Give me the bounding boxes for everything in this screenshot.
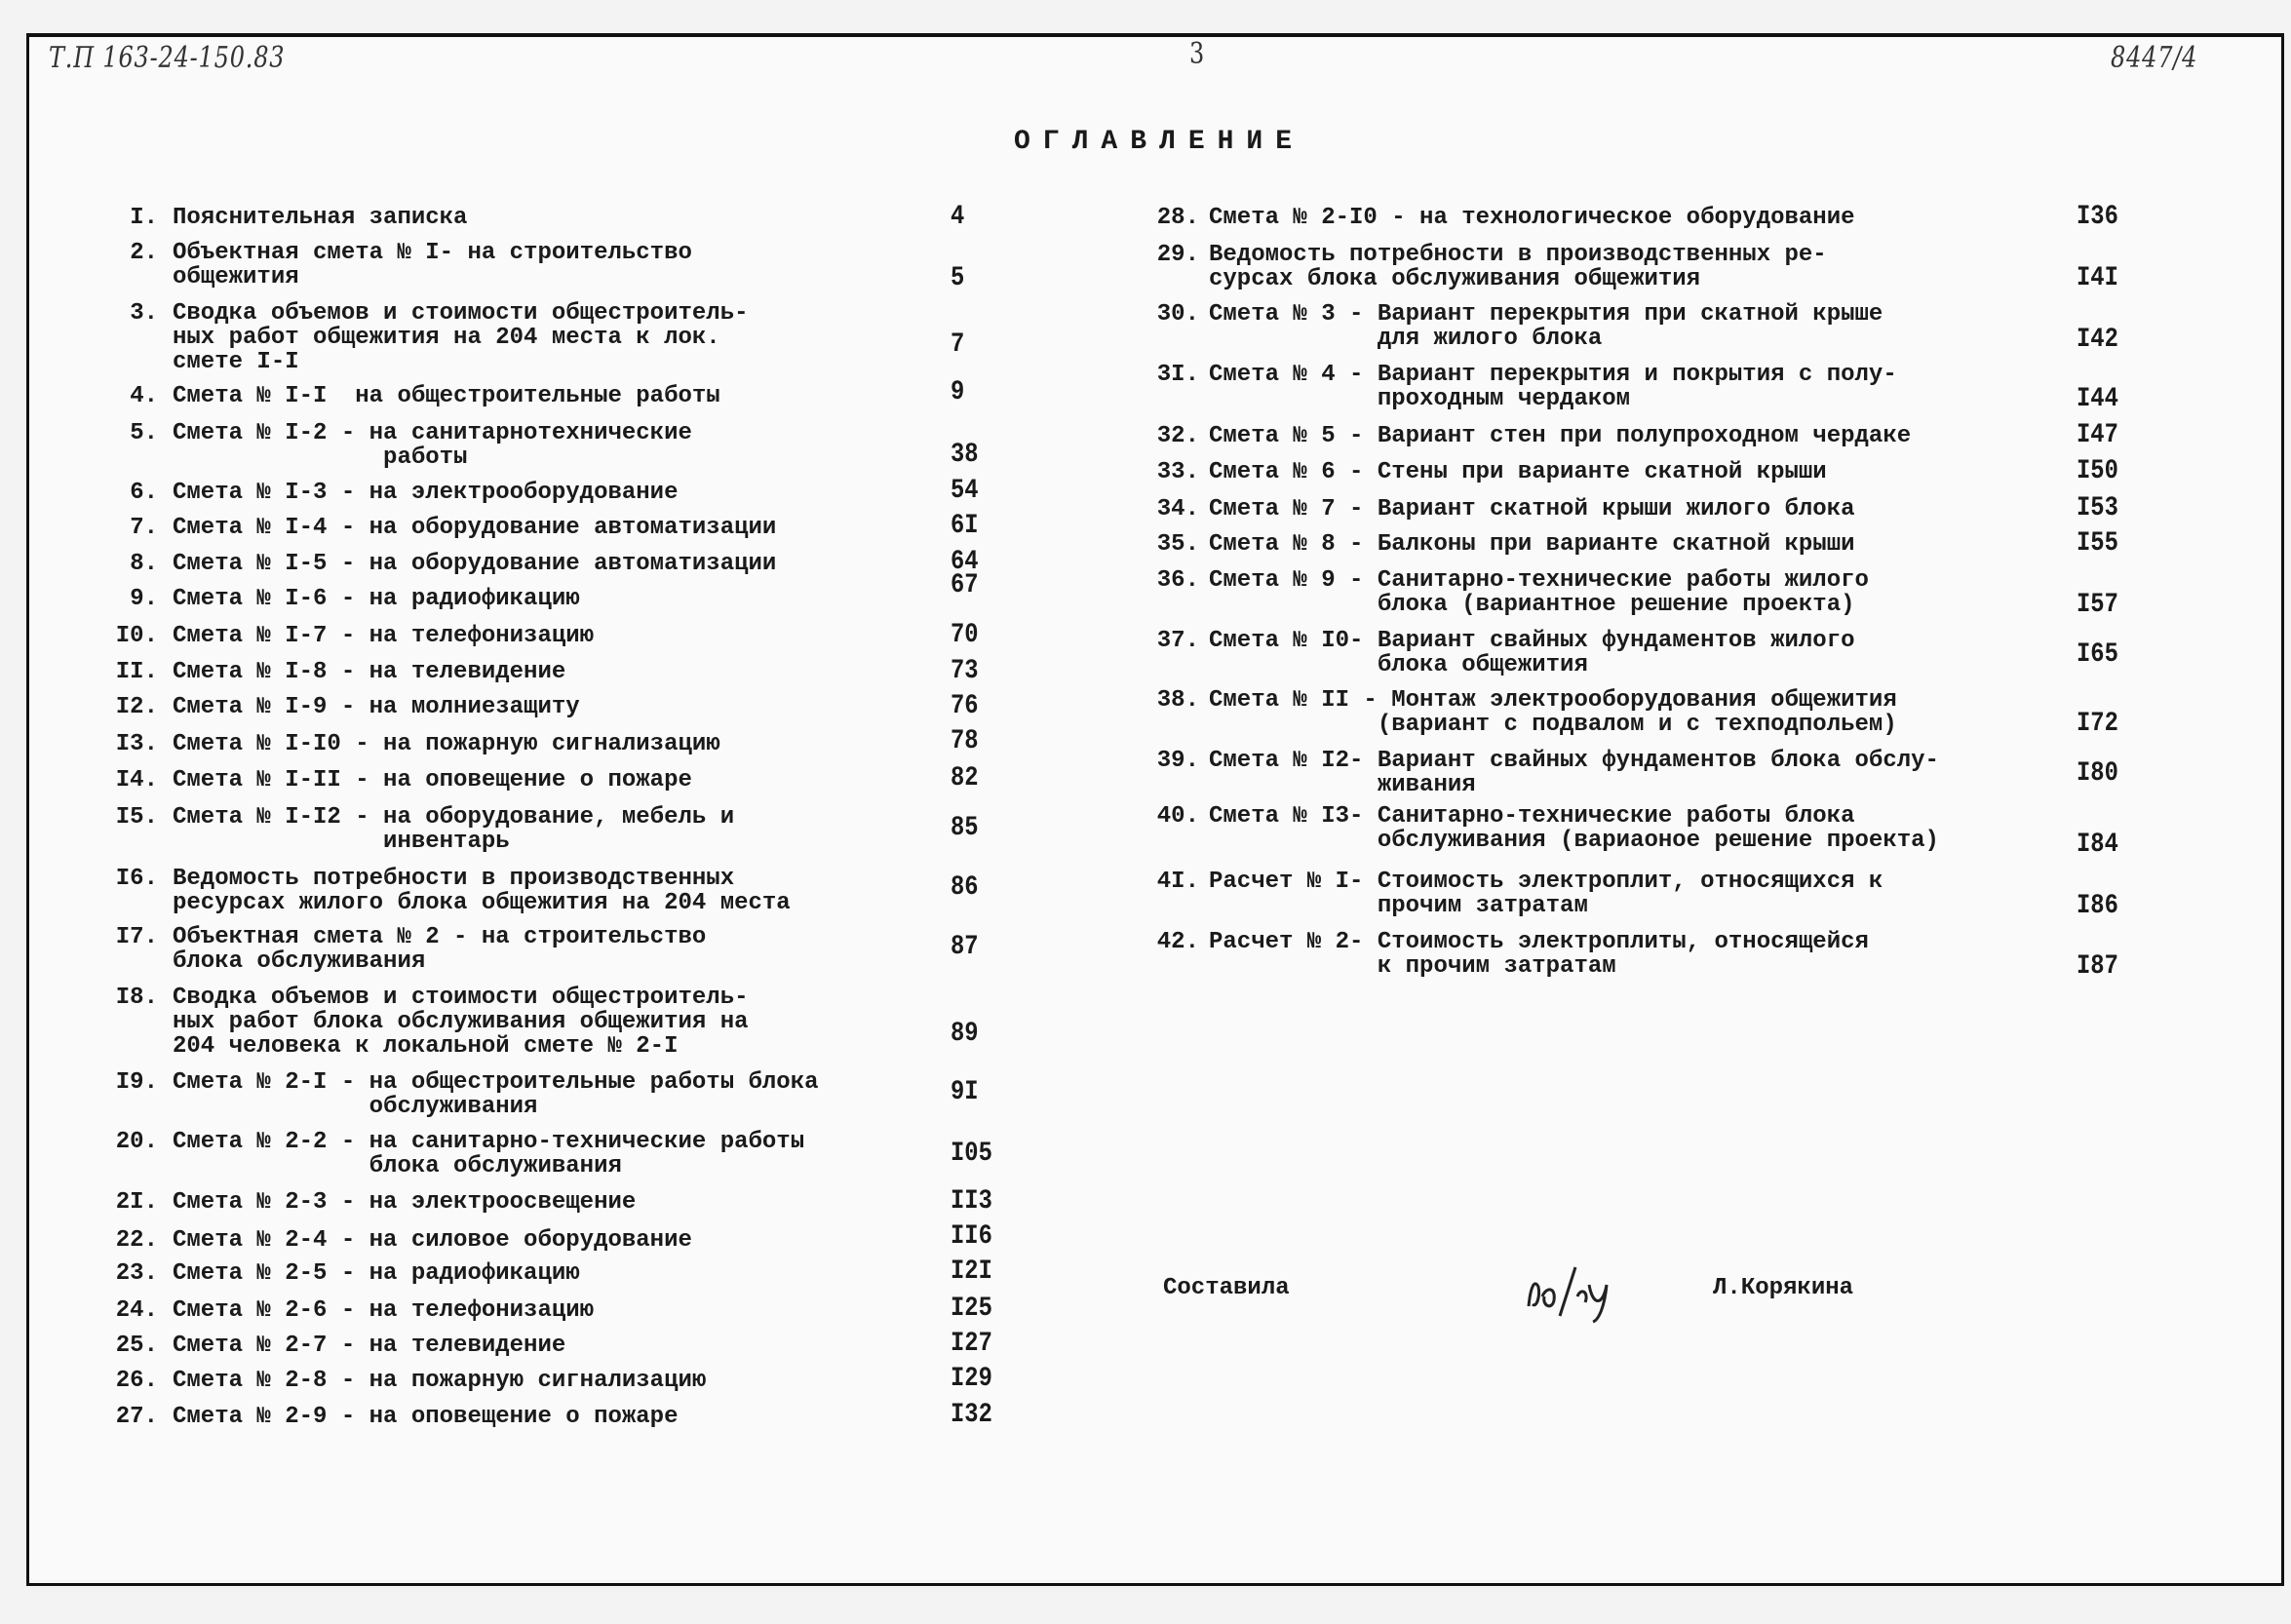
toc-entry-title (1209, 243, 1827, 291)
toc-entry-number: 24. (115, 1297, 158, 1324)
toc-entry-page: 4 (951, 202, 965, 232)
toc-entry-title (173, 1228, 692, 1253)
toc-entry-line: работы (173, 445, 468, 471)
toc-entry-title (173, 516, 776, 540)
toc-entry-number: 38. (1156, 687, 1199, 714)
toc-entry-line: Смета № 2-I - на общестроительные работы блока (173, 1069, 819, 1096)
toc-entry-title (1209, 302, 1883, 351)
toc-entry-title (173, 867, 791, 915)
toc-entry-title (173, 1261, 580, 1286)
compiler-name: Л.Корякина (1713, 1275, 1854, 1301)
toc-entry-line: (вариант с подвалом и с техподпольем) (1209, 712, 1897, 738)
toc-entry-number: 27. (115, 1404, 158, 1430)
toc-entry-title (173, 805, 734, 854)
page-title: ОГЛАВЛЕНИЕ (1014, 127, 1305, 157)
toc-entry-line: Расчет № I- Стоимость электроплит, относящихся к (1209, 869, 1883, 895)
inventory-number: 8447/4 (2111, 41, 2198, 75)
toc-entry-page: I4I (2077, 263, 2118, 293)
toc-entry-line: Ведомость потребности в производственных ре- (1209, 242, 1827, 268)
toc-entry-title (173, 552, 776, 576)
toc-entry-number: I2. (115, 694, 158, 720)
toc-entry-line: блока обслуживания (173, 1153, 622, 1179)
toc-entry-page: I32 (951, 1400, 992, 1430)
toc-entry-line: к прочим затратам (1209, 953, 1616, 980)
toc-entry-page: I29 (951, 1364, 992, 1394)
toc-entry-page: 9I (951, 1077, 979, 1107)
toc-entry-line: прочим затратам (1209, 893, 1588, 919)
toc-entry-title (173, 241, 692, 290)
toc-entry-number: 33. (1156, 459, 1199, 485)
toc-entry-line: Смета № 2-6 - на телефонизацию (173, 1297, 595, 1324)
toc-entry-line: смете I-I (173, 349, 299, 375)
toc-entry-title (173, 481, 678, 505)
toc-entry-page: I44 (2077, 384, 2118, 414)
toc-entry-title (173, 986, 749, 1059)
toc-entry-title (1209, 749, 1939, 797)
toc-entry-page: 82 (951, 763, 979, 793)
toc-entry-number: 39. (1156, 748, 1199, 774)
toc-entry-line: Расчет № 2- Стоимость электроплиты, относящейся (1209, 929, 1869, 955)
toc-entry-number: 3I. (1156, 362, 1199, 388)
toc-entry-page: 7 (951, 329, 965, 360)
toc-entry-number: 7. (130, 515, 158, 541)
toc-entry-number: 25. (115, 1333, 158, 1359)
toc-entry-line: Пояснительная записка (173, 205, 468, 231)
toc-entry-number: 32. (1156, 423, 1199, 449)
toc-entry-line: блока общежития (1209, 652, 1588, 678)
toc-entry-title (1209, 568, 1869, 617)
toc-entry-title (173, 384, 720, 408)
toc-entry-title (173, 1334, 565, 1358)
toc-entry-line: общежития (173, 264, 299, 290)
toc-entry-title (173, 421, 692, 470)
toc-entry-line: Смета № I-II - на оповещение о пожаре (173, 767, 692, 793)
toc-entry-page: II6 (951, 1221, 992, 1252)
toc-entry-line: Смета № I0- Вариант свайных фундаментов жилого (1209, 628, 1855, 654)
toc-entry-number: 4. (130, 383, 158, 409)
toc-entry-title (173, 732, 720, 756)
toc-entry-number: 2I. (115, 1189, 158, 1216)
toc-entry-title (1209, 460, 1827, 484)
toc-entry-number: 8. (130, 551, 158, 577)
toc-entry-page: 54 (951, 476, 979, 506)
toc-entry-page: I86 (2077, 891, 2118, 921)
toc-entry-page: 86 (951, 872, 979, 903)
toc-entry-line: Смета № I-I на общестроительные работы (173, 383, 720, 409)
toc-entry-line: Смета № 2-I0 - на технологическое оборудование (1209, 205, 1855, 231)
toc-entry-page: 85 (951, 813, 979, 843)
toc-entry-title (173, 624, 594, 648)
toc-entry-line: Смета № I-9 - на молниезащиту (173, 694, 580, 720)
toc-entry-page: I2I (951, 1257, 992, 1287)
toc-entry-line: Смета № I-3 - на электрооборудование (173, 480, 679, 506)
toc-entry-line: Смета № 5 - Вариант стен при полупроходном чердаке (1209, 423, 1912, 449)
toc-entry-page: II3 (951, 1186, 992, 1217)
toc-entry-line: Смета № I-6 - на радиофикацию (173, 586, 580, 612)
toc-entry-line: Объектная смета № 2 - на строительство (173, 924, 707, 950)
toc-entry-number: 35. (1156, 531, 1199, 558)
toc-entry-number: I4. (115, 767, 158, 793)
toc-entry-title (1209, 629, 1855, 677)
toc-entry-title (173, 301, 749, 374)
toc-entry-number: 5. (130, 420, 158, 446)
toc-entry-title (173, 768, 692, 793)
toc-entry-line: Смета № I-I2 - на оборудование, мебель и (173, 804, 735, 831)
toc-entry-page: 64 (951, 547, 979, 577)
toc-entry-number: 36. (1156, 567, 1199, 594)
toc-entry-line: Смета № 2-5 - на радиофикацию (173, 1260, 580, 1287)
toc-entry-page: I57 (2077, 590, 2118, 620)
toc-entry-line: Смета № I-I0 - на пожарную сигнализацию (173, 731, 720, 757)
toc-entry-number: I. (130, 205, 158, 231)
toc-entry-title (1209, 424, 1911, 448)
toc-entry-number: I0. (115, 623, 158, 649)
toc-entry-number: 28. (1156, 205, 1199, 231)
toc-entry-line: Смета № I-4 - на оборудование автоматизации (173, 515, 777, 541)
toc-entry-line: для жилого блока (1209, 326, 1603, 352)
toc-entry-page: 89 (951, 1019, 979, 1049)
toc-entry-number: 29. (1156, 242, 1199, 268)
toc-entry-title (173, 206, 467, 230)
toc-entry-page: I47 (2077, 420, 2118, 450)
toc-entry-title (173, 587, 580, 611)
toc-entry-number: 9. (130, 586, 158, 612)
toc-entry-page: 67 (951, 570, 979, 600)
toc-entry-title (1209, 363, 1897, 411)
toc-entry-line: живания (1209, 772, 1476, 798)
toc-entry-number: 34. (1156, 496, 1199, 522)
toc-entry-page: I42 (2077, 325, 2118, 355)
toc-entry-line: Смета № 2-8 - на пожарную сигнализацию (173, 1368, 707, 1394)
toc-entry-line: ных работ общежития на 204 места к лок. (173, 325, 720, 351)
toc-entry-page: I72 (2077, 709, 2118, 739)
toc-entry-title (173, 660, 565, 684)
toc-entry-page: I25 (951, 1294, 992, 1324)
toc-entry-line: Смета № 7 - Вариант скатной крыши жилого блока (1209, 496, 1855, 522)
toc-entry-number: 30. (1156, 301, 1199, 328)
toc-entry-line: блока обслуживания (173, 948, 426, 975)
toc-entry-title (1209, 930, 1869, 979)
toc-entry-line: Смета № 8 - Балконы при варианте скатной крыши (1209, 531, 1855, 558)
toc-entry-number: 23. (115, 1260, 158, 1287)
toc-entry-title (1209, 206, 1855, 230)
toc-entry-line: Смета № I-5 - на оборудование автоматизации (173, 551, 777, 577)
toc-entry-number: I5. (115, 804, 158, 831)
toc-entry-line: Смета № I-8 - на телевидение (173, 659, 566, 685)
toc-entry-page: 9 (951, 377, 965, 407)
toc-entry-number: I7. (115, 924, 158, 950)
toc-entry-line: инвентарь (173, 829, 510, 855)
toc-entry-line: Смета № 2-2 - на санитарно-технические работы (173, 1129, 805, 1155)
toc-entry-line: Смета № I-2 - на санитарнотехнические (173, 420, 692, 446)
toc-entry-number: 40. (1156, 803, 1199, 830)
toc-entry-number: I9. (115, 1069, 158, 1096)
toc-entry-page: 78 (951, 726, 979, 756)
toc-entry-page: 70 (951, 620, 979, 650)
toc-entry-page: 38 (951, 440, 979, 470)
toc-entry-line: Смета № 2-7 - на телевидение (173, 1333, 566, 1359)
toc-entry-number: 4I. (1156, 869, 1199, 895)
toc-entry-number: 37. (1156, 628, 1199, 654)
document-code: Т.П 163-24-150.83 (49, 41, 286, 75)
toc-entry-line: Смета № 6 - Стены при варианте скатной крыши (1209, 459, 1827, 485)
toc-entry-line: Объектная смета № I- на строительство (173, 240, 692, 266)
toc-entry-page: 6I (951, 511, 979, 541)
toc-entry-title (1209, 870, 1883, 918)
toc-entry-line: обслуживания (173, 1094, 538, 1120)
toc-entry-title (1209, 804, 1939, 853)
toc-entry-page: I05 (951, 1139, 992, 1169)
toc-entry-line: Смета № I-7 - на телефонизацию (173, 623, 595, 649)
toc-entry-line: ных работ блока обслуживания общежития на (173, 1009, 749, 1035)
toc-entry-number: 26. (115, 1368, 158, 1394)
toc-entry-title (173, 925, 706, 974)
toc-entry-page: I80 (2077, 758, 2118, 789)
toc-entry-line: Смета № 9 - Санитарно-технические работы жилого (1209, 567, 1869, 594)
toc-entry-number: 2. (130, 240, 158, 266)
toc-entry-page: I55 (2077, 528, 2118, 559)
toc-entry-line: проходным чердаком (1209, 386, 1631, 412)
toc-entry-number: 6. (130, 480, 158, 506)
toc-entry-title (173, 1070, 819, 1119)
toc-entry-line: Смета № 3 - Вариант перекрытия при скатной крыше (1209, 301, 1883, 328)
toc-entry-title (173, 1130, 804, 1179)
toc-entry-title (1209, 688, 1897, 737)
toc-entry-line: 204 человека к локальной смете № 2-I (173, 1033, 679, 1060)
toc-entry-title (173, 1405, 678, 1429)
toc-entry-number: I6. (115, 866, 158, 892)
toc-entry-number: 3. (130, 300, 158, 327)
toc-entry-line: Смета № 2-4 - на силовое оборудование (173, 1227, 692, 1254)
toc-entry-line: Смета № I3- Санитарно-технические работы блока (1209, 803, 1855, 830)
toc-entry-line: сурсах блока обслуживания общежития (1209, 266, 1701, 292)
toc-entry-line: обслуживания (вариаоное решение проекта) (1209, 828, 1939, 854)
compiled-by-label: Составила (1163, 1275, 1290, 1301)
toc-entry-page: 73 (951, 656, 979, 686)
toc-entry-number: II. (115, 659, 158, 685)
toc-entry-line: ресурсах жилого блока общежития на 204 места (173, 890, 791, 916)
toc-entry-title (173, 1190, 636, 1215)
toc-entry-number: 42. (1156, 929, 1199, 955)
toc-entry-page: 87 (951, 932, 979, 962)
toc-entry-page: I27 (951, 1329, 992, 1359)
toc-entry-number: I8. (115, 985, 158, 1011)
toc-entry-line: Смета № II - Монтаж электрооборудования общежития (1209, 687, 1897, 714)
toc-entry-line: Смета № 4 - Вариант перекрытия и покрытия с полу- (1209, 362, 1897, 388)
toc-entry-title (173, 695, 580, 719)
page-number: 3 (1189, 37, 1206, 71)
toc-entry-line: Ведомость потребности в производственных (173, 866, 735, 892)
toc-entry-line: Смета № I2- Вариант свайных фундаментов блока обслу- (1209, 748, 1939, 774)
toc-entry-page: I50 (2077, 456, 2118, 486)
toc-entry-number: 22. (115, 1227, 158, 1254)
toc-entry-number: I3. (115, 731, 158, 757)
toc-entry-line: Смета № 2-3 - на электроосвещение (173, 1189, 637, 1216)
toc-entry-page: I84 (2077, 830, 2118, 860)
toc-entry-line: блока (вариантное решение проекта) (1209, 592, 1855, 618)
toc-entry-title (173, 1298, 594, 1323)
handwritten-signature (1521, 1257, 1628, 1326)
toc-entry-page: I53 (2077, 493, 2118, 523)
toc-entry-page: I87 (2077, 951, 2118, 982)
toc-entry-page: 5 (951, 263, 965, 293)
toc-entry-line: Сводка объемов и стоимости общестроитель- (173, 300, 749, 327)
toc-entry-page: I65 (2077, 639, 2118, 670)
toc-entry-title (1209, 497, 1855, 522)
toc-entry-number: 20. (115, 1129, 158, 1155)
toc-entry-line: Сводка объемов и стоимости общестроитель- (173, 985, 749, 1011)
toc-entry-line: Смета № 2-9 - на оповещение о пожаре (173, 1404, 679, 1430)
toc-entry-page: I36 (2077, 202, 2118, 232)
toc-entry-title (1209, 532, 1855, 557)
toc-entry-title (173, 1369, 706, 1393)
toc-entry-page: 76 (951, 691, 979, 721)
